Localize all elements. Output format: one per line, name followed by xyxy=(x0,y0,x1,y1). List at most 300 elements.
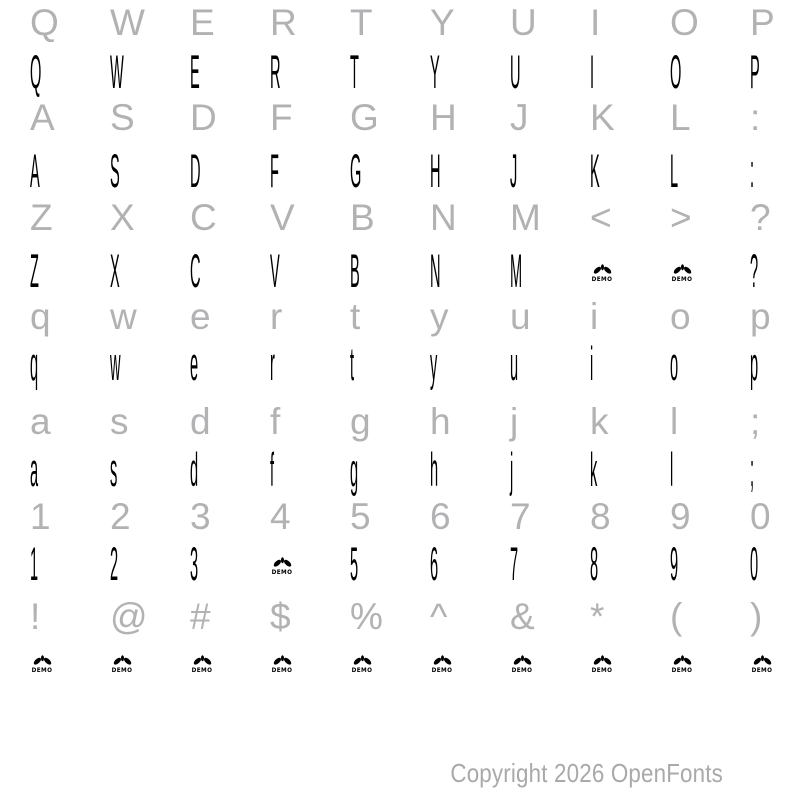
rendered-glyph: l xyxy=(670,443,674,496)
demo-glyph xyxy=(590,263,614,283)
glyph-cell xyxy=(320,445,400,495)
glyph-cell xyxy=(240,246,320,296)
glyph-cell xyxy=(320,637,400,687)
reference-glyph: 5 xyxy=(350,496,371,537)
glyph-cell xyxy=(0,146,80,196)
reference-glyph: T xyxy=(350,2,373,43)
rendered-glyph: Q xyxy=(30,45,42,98)
reference-glyph: s xyxy=(110,401,129,442)
reference-glyph: # xyxy=(190,596,211,637)
glyph-cell xyxy=(720,592,800,642)
glyph-cell xyxy=(640,292,720,342)
reference-glyph: q xyxy=(30,296,51,337)
glyph-cell xyxy=(400,492,480,542)
glyph-cell xyxy=(80,146,160,196)
reference-glyph: t xyxy=(350,296,361,337)
glyph-cell xyxy=(240,0,320,48)
specimen-row-reference xyxy=(0,93,800,143)
glyph-cell xyxy=(480,0,560,48)
glyph-cell xyxy=(640,93,720,143)
glyph-cell xyxy=(720,246,800,296)
glyph-cell xyxy=(240,339,320,389)
glyph-cell xyxy=(0,637,80,687)
glyph-cell xyxy=(560,397,640,447)
glyph-cell xyxy=(560,445,640,495)
glyph-cell xyxy=(480,193,560,243)
glyph-cell xyxy=(560,339,640,389)
glyph-cell xyxy=(0,292,80,342)
demo-label: DEMO xyxy=(671,276,693,283)
copyright-text: Copyright 2026 OpenFonts xyxy=(450,758,723,788)
glyph-cell xyxy=(160,492,240,542)
glyph-cell xyxy=(400,193,480,243)
glyph-cell xyxy=(480,47,560,97)
reference-glyph: $ xyxy=(270,596,291,637)
reference-glyph: h xyxy=(430,401,451,442)
glyph-cell xyxy=(400,637,480,687)
reference-glyph: A xyxy=(30,97,55,138)
demo-petals-icon xyxy=(432,654,453,667)
reference-glyph: Q xyxy=(30,2,59,43)
specimen-row-reference xyxy=(0,193,800,243)
glyph-cell xyxy=(720,492,800,542)
reference-glyph: P xyxy=(750,2,775,43)
reference-glyph: E xyxy=(190,2,215,43)
glyph-cell xyxy=(320,397,400,447)
reference-glyph: g xyxy=(350,401,371,442)
rendered-glyph: O xyxy=(670,45,682,98)
rendered-glyph: M xyxy=(510,244,523,297)
glyph-cell xyxy=(400,146,480,196)
glyph-cell xyxy=(0,0,80,48)
demo-petals-icon xyxy=(192,654,213,667)
reference-glyph: D xyxy=(190,97,217,138)
demo-label: DEMO xyxy=(591,276,613,283)
demo-glyph xyxy=(510,654,534,674)
rendered-glyph: j xyxy=(510,443,514,496)
demo-label: DEMO xyxy=(271,667,293,674)
reference-glyph: l xyxy=(670,401,679,442)
rendered-glyph: 1 xyxy=(30,537,39,590)
rendered-glyph: G xyxy=(350,144,362,197)
rendered-glyph: K xyxy=(590,144,600,197)
glyph-cell xyxy=(640,193,720,243)
demo-glyph xyxy=(350,654,374,674)
glyph-cell xyxy=(560,592,640,642)
reference-glyph: 1 xyxy=(30,496,51,537)
rendered-glyph: B xyxy=(350,244,360,297)
glyph-cell xyxy=(720,539,800,589)
reference-glyph: a xyxy=(30,401,51,442)
glyph-cell xyxy=(240,637,320,687)
glyph-cell xyxy=(560,193,640,243)
glyph-cell xyxy=(560,539,640,589)
reference-glyph: > xyxy=(670,197,692,238)
reference-glyph: ; xyxy=(750,401,761,442)
glyph-cell xyxy=(640,0,720,48)
rendered-glyph: a xyxy=(30,443,39,496)
demo-petals-icon xyxy=(672,654,693,667)
reference-glyph: ) xyxy=(750,596,763,637)
glyph-cell xyxy=(240,146,320,196)
reference-glyph: H xyxy=(430,97,457,138)
demo-glyph xyxy=(30,654,54,674)
rendered-glyph: y xyxy=(430,337,438,390)
reference-glyph: L xyxy=(670,97,691,138)
rendered-glyph: 0 xyxy=(750,537,759,590)
glyph-cell xyxy=(640,492,720,542)
reference-glyph: w xyxy=(110,296,137,337)
rendered-glyph: s xyxy=(110,443,118,496)
glyph-cell xyxy=(720,47,800,97)
glyph-cell xyxy=(80,292,160,342)
rendered-glyph: Y xyxy=(430,45,440,98)
demo-glyph xyxy=(190,654,214,674)
demo-petals-icon xyxy=(352,654,373,667)
rendered-glyph: ; xyxy=(750,443,755,496)
glyph-cell xyxy=(400,539,480,589)
reference-glyph: R xyxy=(270,2,297,43)
reference-glyph: < xyxy=(590,197,612,238)
glyph-cell xyxy=(400,445,480,495)
glyph-cell xyxy=(720,397,800,447)
glyph-cell xyxy=(400,292,480,342)
glyph-cell xyxy=(80,397,160,447)
glyph-cell xyxy=(80,339,160,389)
specimen-row-rendered xyxy=(0,246,800,296)
glyph-cell xyxy=(320,539,400,589)
rendered-glyph: g xyxy=(350,443,359,496)
rendered-glyph: 7 xyxy=(510,537,519,590)
glyph-cell xyxy=(160,146,240,196)
glyph-cell xyxy=(640,539,720,589)
specimen-row-rendered xyxy=(0,445,800,495)
rendered-glyph: r xyxy=(270,337,275,390)
demo-glyph xyxy=(590,654,614,674)
specimen-row-rendered xyxy=(0,47,800,97)
reference-glyph: C xyxy=(190,197,217,238)
glyph-cell xyxy=(0,539,80,589)
rendered-glyph: F xyxy=(270,144,279,197)
glyph-cell xyxy=(720,146,800,196)
rendered-glyph: w xyxy=(110,337,121,390)
glyph-cell xyxy=(160,539,240,589)
rendered-glyph: u xyxy=(510,337,519,390)
glyph-cell xyxy=(560,0,640,48)
glyph-cell xyxy=(240,93,320,143)
rendered-glyph: 6 xyxy=(430,537,439,590)
glyph-cell xyxy=(0,246,80,296)
glyph-cell xyxy=(480,637,560,687)
demo-label: DEMO xyxy=(591,667,613,674)
glyph-cell xyxy=(480,93,560,143)
glyph-cell xyxy=(240,397,320,447)
glyph-cell xyxy=(240,445,320,495)
glyph-cell xyxy=(80,246,160,296)
glyph-cell xyxy=(320,592,400,642)
glyph-cell xyxy=(160,47,240,97)
glyph-cell xyxy=(720,637,800,687)
reference-glyph: ( xyxy=(670,596,683,637)
reference-glyph: B xyxy=(350,197,375,238)
glyph-cell xyxy=(0,339,80,389)
glyph-cell xyxy=(160,445,240,495)
reference-glyph: F xyxy=(270,97,293,138)
reference-glyph: K xyxy=(590,97,615,138)
reference-glyph: I xyxy=(590,2,601,43)
reference-glyph: 9 xyxy=(670,496,691,537)
glyph-cell xyxy=(80,637,160,687)
glyph-cell xyxy=(320,47,400,97)
glyph-cell xyxy=(320,339,400,389)
rendered-glyph: L xyxy=(670,144,679,197)
glyph-cell xyxy=(560,246,640,296)
glyph-cell xyxy=(160,339,240,389)
glyph-cell xyxy=(320,93,400,143)
glyph-cell xyxy=(320,0,400,48)
reference-glyph: 7 xyxy=(510,496,531,537)
demo-petals-icon xyxy=(592,654,613,667)
glyph-cell xyxy=(720,445,800,495)
glyph-cell xyxy=(400,339,480,389)
rendered-glyph: ? xyxy=(750,244,759,297)
glyph-cell xyxy=(400,246,480,296)
rendered-glyph: t xyxy=(350,337,355,390)
demo-petals-icon xyxy=(592,263,613,276)
reference-glyph: r xyxy=(270,296,283,337)
glyph-cell xyxy=(400,592,480,642)
demo-glyph xyxy=(750,654,774,674)
rendered-glyph: p xyxy=(750,337,759,390)
glyph-cell xyxy=(320,492,400,542)
demo-label: DEMO xyxy=(671,667,693,674)
glyph-cell xyxy=(640,339,720,389)
glyph-cell xyxy=(240,193,320,243)
demo-petals-icon xyxy=(512,654,533,667)
rendered-glyph: J xyxy=(510,144,518,197)
reference-glyph: i xyxy=(590,296,599,337)
reference-glyph: y xyxy=(430,296,449,337)
glyph-cell xyxy=(320,193,400,243)
reference-glyph: d xyxy=(190,401,211,442)
reference-glyph: Z xyxy=(30,197,53,238)
reference-glyph: @ xyxy=(110,596,148,637)
rendered-glyph: k xyxy=(590,443,598,496)
demo-glyph xyxy=(270,556,294,576)
rendered-glyph: 9 xyxy=(670,537,679,590)
reference-glyph: o xyxy=(670,296,691,337)
demo-label: DEMO xyxy=(111,667,133,674)
reference-glyph: % xyxy=(350,596,383,637)
reference-glyph: 3 xyxy=(190,496,211,537)
glyph-cell xyxy=(400,93,480,143)
glyph-cell xyxy=(0,93,80,143)
reference-glyph: u xyxy=(510,296,531,337)
glyph-cell xyxy=(160,193,240,243)
rendered-glyph: V xyxy=(270,244,280,297)
glyph-cell xyxy=(240,292,320,342)
demo-label: DEMO xyxy=(351,667,373,674)
reference-glyph: 4 xyxy=(270,496,291,537)
demo-label: DEMO xyxy=(511,667,533,674)
glyph-cell xyxy=(480,146,560,196)
glyph-cell xyxy=(720,0,800,48)
rendered-glyph: C xyxy=(190,244,201,297)
glyph-cell xyxy=(640,592,720,642)
rendered-glyph: S xyxy=(110,144,120,197)
demo-petals-icon xyxy=(672,263,693,276)
specimen-row-rendered xyxy=(0,339,800,389)
reference-glyph: p xyxy=(750,296,771,337)
glyph-cell xyxy=(400,0,480,48)
demo-label: DEMO xyxy=(191,667,213,674)
glyph-cell xyxy=(160,93,240,143)
rendered-glyph: 8 xyxy=(590,537,599,590)
reference-glyph: f xyxy=(270,401,281,442)
glyph-cell xyxy=(240,592,320,642)
reference-glyph: S xyxy=(110,97,135,138)
glyph-cell xyxy=(160,292,240,342)
demo-glyph xyxy=(670,654,694,674)
glyph-cell xyxy=(80,539,160,589)
glyph-cell xyxy=(0,445,80,495)
reference-glyph: : xyxy=(750,97,761,138)
glyph-cell xyxy=(80,93,160,143)
glyph-cell xyxy=(80,47,160,97)
glyph-cell xyxy=(0,47,80,97)
glyph-cell xyxy=(640,146,720,196)
reference-glyph: ^ xyxy=(430,596,448,637)
rendered-glyph: e xyxy=(190,337,199,390)
rendered-glyph: i xyxy=(590,337,594,390)
rendered-glyph: H xyxy=(430,144,441,197)
reference-glyph: ! xyxy=(30,596,41,637)
rendered-glyph: X xyxy=(110,244,120,297)
demo-petals-icon xyxy=(32,654,53,667)
demo-glyph xyxy=(270,654,294,674)
reference-glyph: J xyxy=(510,97,529,138)
glyph-cell xyxy=(160,0,240,48)
glyph-cell xyxy=(640,445,720,495)
demo-glyph xyxy=(670,263,694,283)
glyph-cell xyxy=(720,93,800,143)
glyph-cell xyxy=(480,445,560,495)
glyph-cell xyxy=(80,193,160,243)
demo-glyph xyxy=(110,654,134,674)
rendered-glyph: A xyxy=(30,144,40,197)
glyph-cell xyxy=(160,246,240,296)
specimen-row-reference xyxy=(0,492,800,542)
reference-glyph: 8 xyxy=(590,496,611,537)
glyph-cell xyxy=(720,339,800,389)
glyph-cell xyxy=(320,146,400,196)
reference-glyph: 6 xyxy=(430,496,451,537)
rendered-glyph: f xyxy=(270,443,275,496)
glyph-cell xyxy=(0,492,80,542)
reference-glyph: j xyxy=(510,401,519,442)
glyph-cell xyxy=(0,193,80,243)
reference-glyph: ? xyxy=(750,197,771,238)
glyph-cell xyxy=(560,47,640,97)
reference-glyph: O xyxy=(670,2,699,43)
glyph-cell xyxy=(480,492,560,542)
rendered-glyph: U xyxy=(510,45,521,98)
glyph-cell xyxy=(0,397,80,447)
reference-glyph: Y xyxy=(430,2,455,43)
glyph-cell xyxy=(320,292,400,342)
reference-glyph: * xyxy=(590,596,605,637)
reference-glyph: V xyxy=(270,197,295,238)
reference-glyph: X xyxy=(110,197,135,238)
glyph-cell xyxy=(480,246,560,296)
demo-glyph xyxy=(430,654,454,674)
glyph-cell xyxy=(560,146,640,196)
reference-glyph: 2 xyxy=(110,496,131,537)
demo-label: DEMO xyxy=(751,667,773,674)
reference-glyph: G xyxy=(350,97,379,138)
glyph-cell xyxy=(160,592,240,642)
specimen-row-reference xyxy=(0,397,800,447)
demo-petals-icon xyxy=(272,556,293,569)
demo-petals-icon xyxy=(752,654,773,667)
glyph-cell xyxy=(640,246,720,296)
rendered-glyph: 5 xyxy=(350,537,359,590)
rendered-glyph: h xyxy=(430,443,439,496)
reference-glyph: k xyxy=(590,401,609,442)
glyph-cell xyxy=(80,445,160,495)
glyph-cell xyxy=(160,397,240,447)
glyph-cell xyxy=(400,397,480,447)
glyph-cell xyxy=(640,397,720,447)
reference-glyph: e xyxy=(190,296,211,337)
specimen-row-reference xyxy=(0,292,800,342)
rendered-glyph: Z xyxy=(30,244,39,297)
specimen-row-rendered xyxy=(0,146,800,196)
glyph-cell xyxy=(480,292,560,342)
rendered-glyph: T xyxy=(350,45,359,98)
rendered-glyph: P xyxy=(750,45,760,98)
glyph-cell xyxy=(480,339,560,389)
rendered-glyph: q xyxy=(30,337,39,390)
glyph-cell xyxy=(480,539,560,589)
glyph-cell xyxy=(720,193,800,243)
glyph-cell xyxy=(720,292,800,342)
specimen-row-reference xyxy=(0,592,800,642)
specimen-row-rendered xyxy=(0,637,800,687)
glyph-cell xyxy=(480,397,560,447)
glyph-cell xyxy=(560,637,640,687)
demo-label: DEMO xyxy=(271,569,293,576)
reference-glyph: W xyxy=(110,2,145,43)
glyph-cell xyxy=(560,492,640,542)
demo-petals-icon xyxy=(112,654,133,667)
rendered-glyph: d xyxy=(190,443,199,496)
rendered-glyph: N xyxy=(430,244,441,297)
reference-glyph: 0 xyxy=(750,496,771,537)
rendered-glyph: R xyxy=(270,45,281,98)
demo-label: DEMO xyxy=(31,667,53,674)
demo-petals-icon xyxy=(272,654,293,667)
rendered-glyph: W xyxy=(110,45,124,98)
reference-glyph: M xyxy=(510,197,541,238)
demo-label: DEMO xyxy=(431,667,453,674)
glyph-cell xyxy=(480,592,560,642)
glyph-cell xyxy=(240,47,320,97)
specimen-row-reference xyxy=(0,0,800,48)
glyph-cell xyxy=(560,292,640,342)
rendered-glyph: D xyxy=(190,144,201,197)
glyph-cell xyxy=(320,246,400,296)
